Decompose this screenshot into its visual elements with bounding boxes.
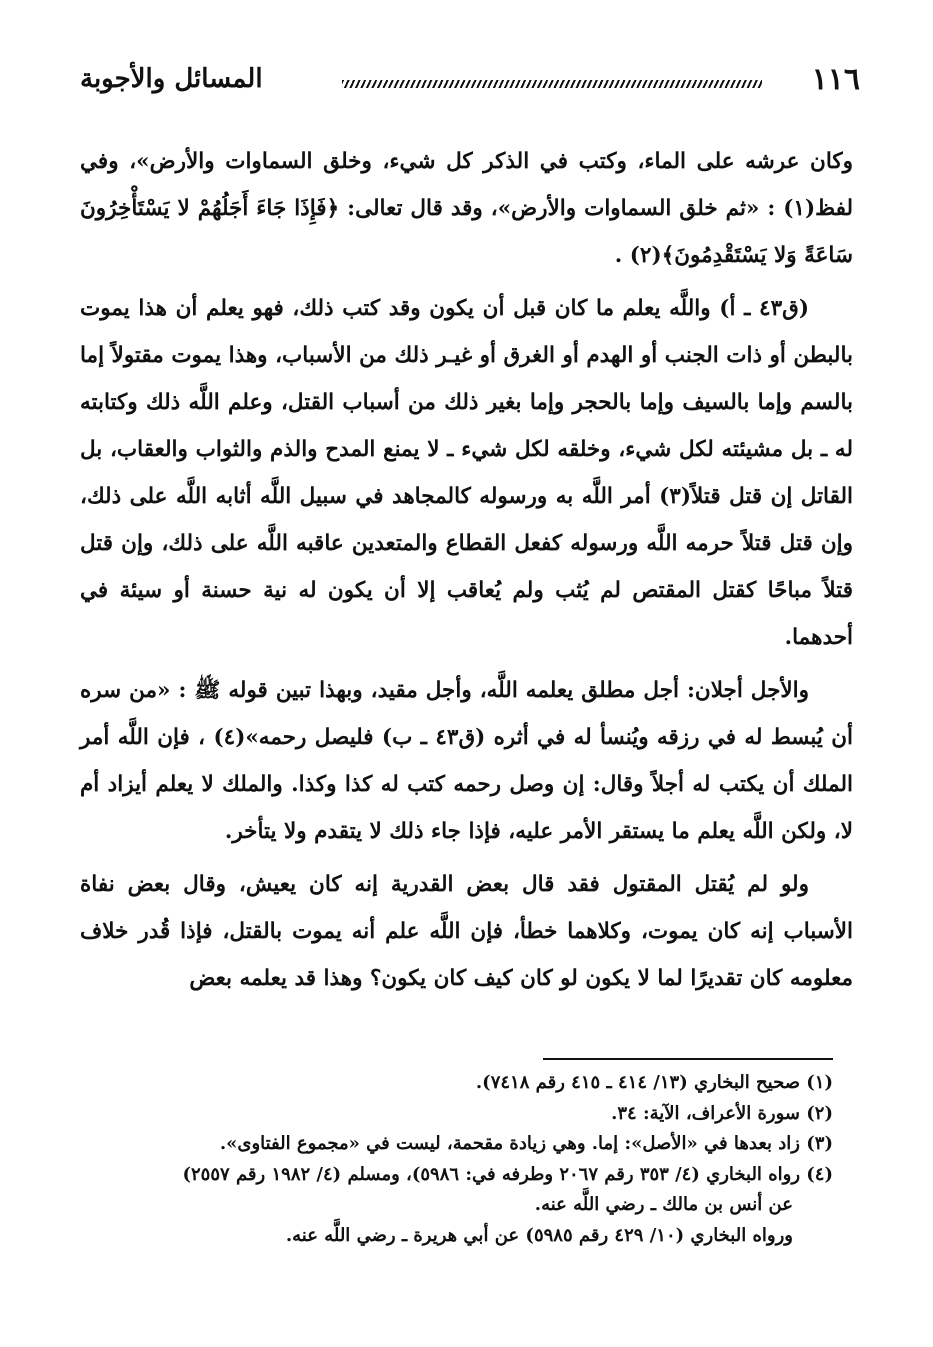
paragraph: والأجل أجلان: أجل مطلق يعلمه اللَّه، وأجل مقيد، وبهذا تبين قوله ﷺ : «من سره أن يُبسط له في رزقه ويُنسأ له في أثره (ق٤٣ ـ ب) فليصل رحمه»(٤) ، فإن اللَّه أمر الملك أن يكتب له أجلاً وقال: إن وصل رحمه كتب له كذا وكذا. والملك لا يعلم أيزاد أم لا، ولكن اللَّه يعلم ما يستقر الأمر عليه، فإذا جاء ذلك لا يتقدم ولا يتأخر. bbox=[80, 678, 853, 844]
footnote: (١) صحيح البخاري (١٣/ ٤١٤ ـ ٤١٥ رقم ٧٤١٨). bbox=[475, 1072, 833, 1093]
body-text bbox=[80, 138, 853, 1008]
footnote: (٢) سورة الأعراف، الآية: ٣٤. bbox=[611, 1102, 833, 1124]
footnote: (٤) رواه البخاري (٤/ ٣٥٣ رقم ٢٠٦٧ وطرفه في: ٥٩٨٦)، ومسلم (٤/ ١٩٨٢ رقم ٢٥٥٧) bbox=[182, 1163, 833, 1185]
footnote-continuation: ورواه البخاري (١٠/ ٤٢٩ رقم ٥٩٨٥) عن أبي هريرة ـ رضي اللَّه عنه. bbox=[285, 1224, 793, 1246]
page-header bbox=[80, 62, 860, 102]
running-title: المسائل والأجوبة bbox=[80, 64, 263, 94]
header-rule bbox=[342, 80, 762, 88]
footnotes bbox=[80, 1068, 833, 1251]
footnote-separator bbox=[543, 1058, 833, 1060]
footnote: (٣) زاد بعدها في «الأصل»: إما. وهي زيادة مقحمة، ليست في «مجموع الفتاوى». bbox=[219, 1133, 833, 1154]
page-number: ١١٦ bbox=[811, 62, 860, 97]
paragraph: ولو لم يُقتل المقتول فقد قال بعض القدرية إنه كان يعيش، وقال بعض نفاة الأسباب إنه كان يموت، وكلاهما خطأ، فإن اللَّه علم أنه يموت بالقتل، فإذا قُدر خلاف معلومه كان تقديرًا لما لا يكون لو كان كيف كان يكون؟ وهذا قد يعلمه بعض bbox=[80, 872, 853, 991]
footnote-continuation: عن أنس بن مالك ـ رضي اللَّه عنه. bbox=[534, 1194, 793, 1215]
paragraph: (ق٤٣ ـ أ) واللَّه يعلم ما كان قبل أن يكون وقد كتب ذلك، فهو يعلم أن هذا يموت بالبطن أو ذات الجنب أو الهدم أو الغرق أو غيـر ذلك من الأسباب، وهذا يموت مقتولاً إما بالسم وإما بالسيف وإما بالحجر وإما بغير ذلك من أسباب القتل، وعلم اللَّه ذلك وكتابته له ـ بل مشيئته لكل شيء، وخلقه لكل شيء ـ لا يمنع المدح والذم والثواب والعقاب، بل القاتل إن قتل قتلاً(٣) أمر اللَّه به ورسوله كالمجاهد في سبيل اللَّه أثابه اللَّه على ذلك، وإن قتل قتلاً حرمه اللَّه ورسوله كفعل القطاع والمتعدين عاقبه اللَّه على ذلك، وإن قتل قتلاً مباحًا كقتل المقتص لم يُثب ولم يُعاقب إلا أن يكون له نية حسنة أو سيئة في أحدهما. bbox=[80, 296, 854, 650]
paragraph: وكان عرشه على الماء، وكتب في الذكر كل شيء، وخلق السماوات والأرض»، وفي لفظ(١) : «ثم خلق السماوات والأرض»، وقد قال تعالى: ﴿فَإِذَا جَاءَ أَجَلُهُمْ لا يَسْتَأْخِرُونَ سَاعَةً وَلا يَسْتَقْدِمُونَ﴾(٢) . bbox=[80, 149, 853, 268]
